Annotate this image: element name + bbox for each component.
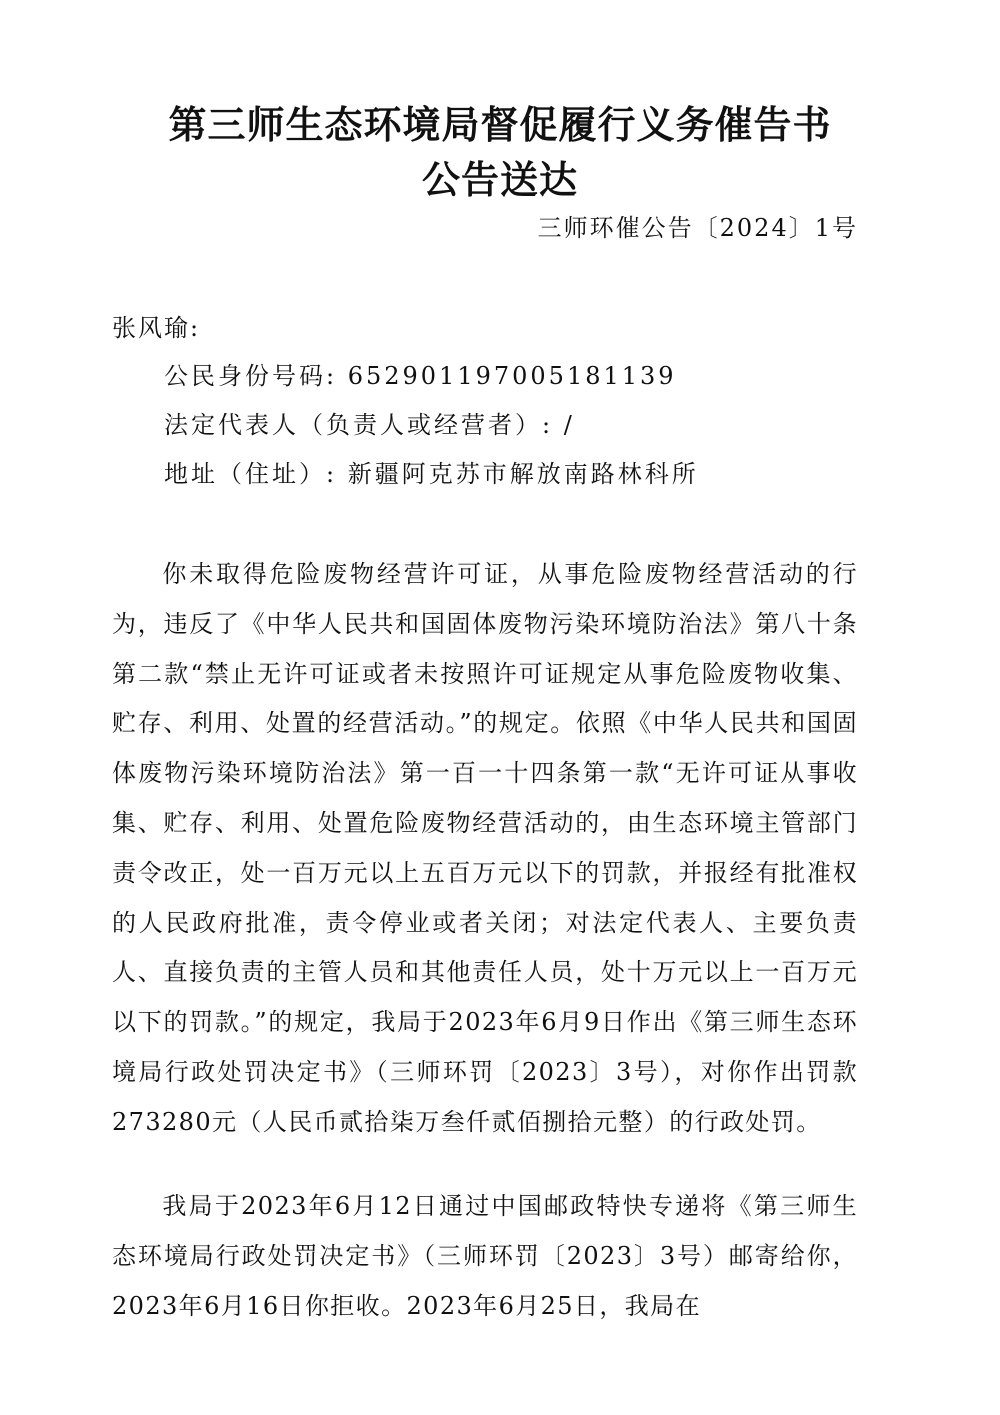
address-line: 地址（住址）: 新疆阿克苏市解放南路林科所 (164, 460, 699, 488)
addressee-name: 张风瑜: (112, 314, 201, 342)
legal-representative-line: 法定代表人（负责人或经营者）: / (164, 411, 575, 439)
body-paragraph-delivery: 我局于2023年6月12日通过中国邮政特快专递将《第三师生态环境局行政处罚决定书》（三师环罚〔2023〕3号）邮寄给你，2023年6月16日你拒收。2023年6月25日，我局在 (112, 1192, 858, 1320)
document-number: 三师环催公告〔2024〕1号 (537, 214, 858, 242)
document-title: 第三师生态环境局督促履行义务催告书 (168, 102, 832, 147)
document-subtitle: 公告送达 (421, 157, 578, 202)
id-number-line: 公民身份号码: 652901197005181139 (164, 362, 677, 390)
body-paragraph-penalty: 你未取得危险废物经营许可证，从事危险废物经营活动的行为，违反了《中华人民共和国固体废物污染环境防治法》第八十条第二款“禁止无许可证或者未按照许可证规定从事危险废物收集、贮存、利用、处置的经营活动。”的规定。依照《中华人民共和国固体废物污染环境防治法》第一百一十四条第一款“无许可证从事收集、贮存、利用、处置危险废物经营活动的，由生态环境主管部门责令改正，处一百万元以上五百万元以下的罚款，并报经有批准权的人民政府批准，责令停业或者关闭；对法定代表人、主要负责人、直接负责的主管人员和其他责任人员，处十万元以上一百万元以下的罚款。”的规定，我局于2023年6月9日作出《第三师生态环境局行政处罚决定书》（三师环罚〔2023〕3号），对你作出罚款273280元（人民币贰拾柒万叁仟贰佰捌拾元整）的行政处罚。 (112, 560, 858, 1136)
